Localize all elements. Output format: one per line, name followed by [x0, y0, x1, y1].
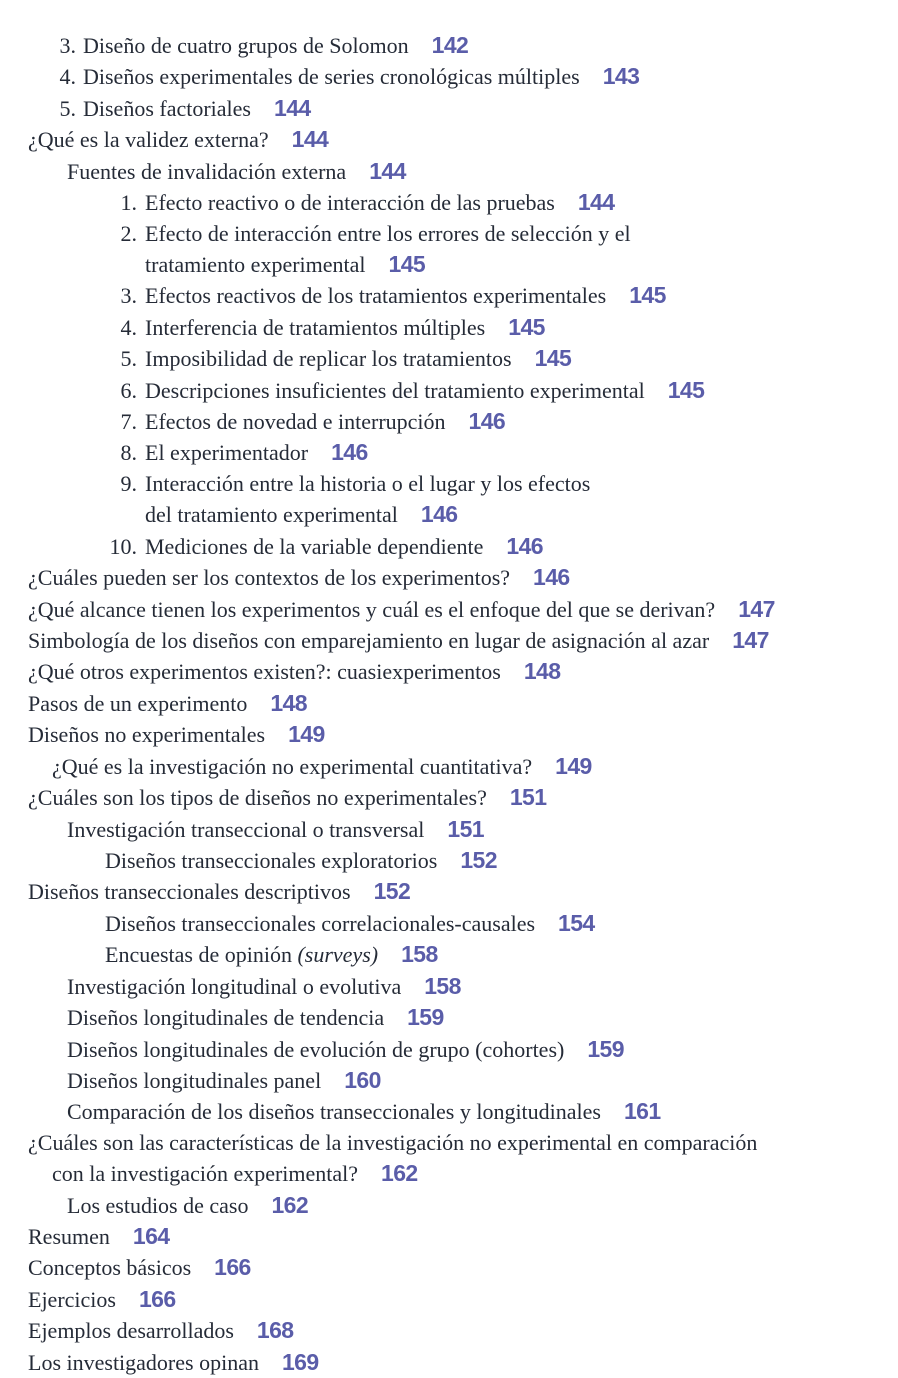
- entry-title: ¿Qué es la investigación no experimental cuantitativa?: [52, 753, 533, 779]
- entry-page-number: 152: [460, 846, 497, 873]
- entry-title: Efecto reactivo o de interacción de las pruebas: [145, 190, 555, 216]
- entry-page-number: 145: [388, 250, 426, 277]
- entry-title-continuation: con la investigación experimental?: [52, 1161, 359, 1187]
- toc-entry: [0, 30, 898, 61]
- entry-number: 10.: [109, 533, 137, 559]
- entry-title: ¿Cuáles pueden ser los contextos de los experimentos?: [28, 565, 511, 591]
- entry-page-number: 144: [291, 126, 329, 153]
- toc-entry: [0, 124, 898, 155]
- toc-entry: [0, 93, 898, 124]
- entry-title: ¿Cuáles son los tipos de diseños no experimentales?: [28, 785, 487, 811]
- toc-entry: [0, 343, 898, 374]
- toc-entry: [0, 1221, 898, 1252]
- entry-number: 4.: [59, 64, 76, 90]
- entry-title: Descripciones insuficientes del tratamiento experimental: [145, 377, 645, 403]
- entry-page-number: 151: [447, 815, 484, 842]
- toc-entry: [0, 1252, 898, 1283]
- entry-page-number: 166: [214, 1254, 251, 1281]
- entry-number: 3.: [59, 33, 76, 58]
- entry-title: ¿Qué otros experimentos existen?: cuasiexperimentos: [28, 659, 501, 685]
- entry-title: Investigación longitudinal o evolutiva: [67, 973, 402, 999]
- entry-title: Efectos de novedad e interrupción: [145, 409, 446, 435]
- toc-entry: [0, 1315, 898, 1346]
- entry-number: 7.: [120, 409, 137, 435]
- entry-page-number: 148: [270, 689, 307, 716]
- toc-entry: [0, 219, 898, 249]
- entry-title: Encuestas de opinión: [105, 942, 298, 968]
- entry-title: Resumen: [28, 1224, 110, 1250]
- entry-page-number: 164: [132, 1223, 170, 1250]
- toc-entry: [0, 312, 898, 343]
- toc-entry: [0, 562, 898, 593]
- toc-entry: [0, 845, 898, 876]
- entry-page-number: 168: [256, 1317, 294, 1344]
- entry-title: Efectos reactivos de los tratamientos experimentales: [145, 283, 607, 309]
- entry-title: El experimentador: [145, 440, 309, 466]
- toc-entry: [0, 971, 898, 1002]
- entry-page-number: 142: [431, 32, 469, 58]
- entry-page-number: 161: [623, 1098, 661, 1125]
- entry-page-number: 151: [509, 784, 547, 811]
- entry-page-number: 147: [732, 627, 769, 654]
- entry-page-number: 146: [420, 501, 458, 528]
- entry-page-number: 162: [271, 1191, 309, 1218]
- toc-entry: [0, 1002, 898, 1033]
- toc-entry-continuation: [0, 499, 898, 530]
- entry-page-number: 158: [424, 972, 461, 999]
- entry-page-number: 145: [534, 345, 572, 372]
- entry-page-number: 160: [344, 1066, 381, 1093]
- entry-title: ¿Qué alcance tienen los experimentos y cuál es el enfoque del que se derivan?: [28, 596, 716, 622]
- entry-page-number: 152: [373, 878, 411, 905]
- toc-entry: [0, 1065, 898, 1096]
- toc-entry: [0, 908, 898, 939]
- entry-title: Efecto de interacción entre los errores de selección y el: [145, 220, 631, 246]
- entry-title: Diseños experimentales de series cronológicas múltiples: [83, 64, 580, 90]
- entry-title: Diseños transeccionales exploratorios: [105, 847, 438, 873]
- entry-page-number: 159: [407, 1004, 444, 1031]
- entry-number: 5.: [59, 95, 76, 121]
- entry-page-number: 146: [506, 532, 543, 559]
- entry-title-italic: (surveys): [297, 942, 379, 968]
- entry-page-number: 147: [738, 595, 775, 622]
- entry-title: Diseños longitudinales de evolución de grupo (cohortes): [67, 1036, 565, 1062]
- toc-entry: [0, 1347, 898, 1378]
- toc-entry: [0, 814, 898, 845]
- entry-title: Investigación transeccional o transversal: [67, 816, 425, 842]
- entry-title: Fuentes de invalidación externa: [67, 158, 347, 184]
- entry-page-number: 145: [629, 282, 666, 309]
- toc-entry: [0, 688, 898, 719]
- entry-number: 8.: [120, 440, 137, 466]
- entry-title-continuation: tratamiento experimental: [145, 251, 366, 277]
- toc-entry: [0, 156, 898, 187]
- toc-entry: [0, 751, 898, 782]
- toc-entry: [0, 1034, 898, 1065]
- toc-entry: [0, 469, 898, 499]
- entry-page-number: 166: [138, 1285, 176, 1312]
- toc-entry: [0, 187, 898, 218]
- entry-title: Simbología de los diseños con emparejamiento en lugar de asignación al azar: [28, 628, 710, 654]
- entry-title: Conceptos básicos: [28, 1255, 192, 1281]
- entry-title: Diseños transeccionales correlacionales-causales: [105, 910, 536, 936]
- toc-entry: [0, 1284, 898, 1315]
- entry-number: 4.: [120, 314, 137, 340]
- toc-entry: [0, 375, 898, 406]
- entry-title: Los estudios de caso: [67, 1192, 249, 1218]
- entry-title: Los investigadores opinan: [28, 1349, 259, 1375]
- entry-title: Comparación de los diseños transeccionales y longitudinales: [67, 1099, 601, 1125]
- entry-title: Mediciones de la variable dependiente: [145, 533, 484, 559]
- entry-page-number: 169: [281, 1348, 319, 1375]
- entry-title: Diseño de cuatro grupos de Solomon: [83, 33, 409, 58]
- entry-title-continuation: del tratamiento experimental: [145, 502, 398, 528]
- entry-title: Interferencia de tratamientos múltiples: [145, 314, 486, 340]
- entry-page-number: 143: [602, 63, 640, 90]
- entry-title: Diseños longitudinales panel: [67, 1067, 322, 1093]
- entry-page-number: 162: [381, 1160, 418, 1187]
- toc-entry: [0, 656, 898, 687]
- entry-title: Ejercicios: [28, 1286, 116, 1312]
- entry-page-number: 145: [508, 313, 545, 340]
- entry-title: Imposibilidad de replicar los tratamientos: [145, 346, 512, 372]
- entry-number: 2.: [120, 220, 137, 246]
- entry-page-number: 144: [274, 94, 311, 121]
- toc-entry: [0, 61, 898, 92]
- toc-entry: [0, 1190, 898, 1221]
- toc-entry: [0, 280, 898, 311]
- toc-entry: [0, 719, 898, 750]
- toc-entry: [0, 876, 898, 907]
- entry-page-number: 144: [577, 189, 615, 216]
- entry-title: ¿Qué es la validez externa?: [28, 127, 269, 153]
- entry-page-number: 158: [401, 941, 438, 968]
- entry-page-number: 149: [288, 721, 325, 748]
- entry-title: Diseños factoriales: [83, 95, 251, 121]
- entry-page-number: 146: [331, 439, 368, 466]
- entry-page-number: 159: [587, 1035, 624, 1062]
- entry-page-number: 148: [523, 658, 561, 685]
- entry-number: 1.: [120, 190, 137, 216]
- toc-entry: [0, 939, 898, 970]
- toc-entry: [0, 594, 898, 625]
- entry-title: ¿Cuáles son las características de la investigación no experimental en comparación: [28, 1129, 758, 1155]
- toc-entry: [0, 437, 898, 468]
- entry-number: 5.: [120, 346, 137, 372]
- entry-page-number: 145: [667, 376, 705, 403]
- entry-page-number: 149: [555, 752, 592, 779]
- toc-entry: [0, 1096, 898, 1127]
- toc-entry: [0, 1128, 898, 1158]
- entry-title: Interacción entre la historia o el lugar y los efectos: [145, 470, 591, 496]
- entry-title: Diseños longitudinales de tendencia: [67, 1005, 385, 1031]
- entry-page-number: 146: [533, 564, 570, 591]
- entry-page-number: 154: [558, 909, 595, 936]
- toc-entry: [0, 531, 898, 562]
- toc-entry-continuation: [0, 249, 898, 280]
- toc-entry: [0, 406, 898, 437]
- entry-page-number: 144: [369, 157, 406, 184]
- entry-title: Diseños transeccionales descriptivos: [28, 879, 351, 905]
- entry-number: 3.: [120, 283, 137, 309]
- toc-entry: [0, 782, 898, 813]
- toc-entry: [0, 625, 898, 656]
- entry-page-number: 146: [468, 408, 506, 435]
- entry-title: Pasos de un experimento: [28, 690, 248, 716]
- entry-number: 6.: [120, 377, 137, 403]
- entry-title: Ejemplos desarrollados: [28, 1318, 234, 1344]
- entry-title: Diseños no experimentales: [28, 722, 266, 748]
- toc-entry-continuation: [0, 1158, 898, 1189]
- entry-number: 9.: [120, 470, 137, 496]
